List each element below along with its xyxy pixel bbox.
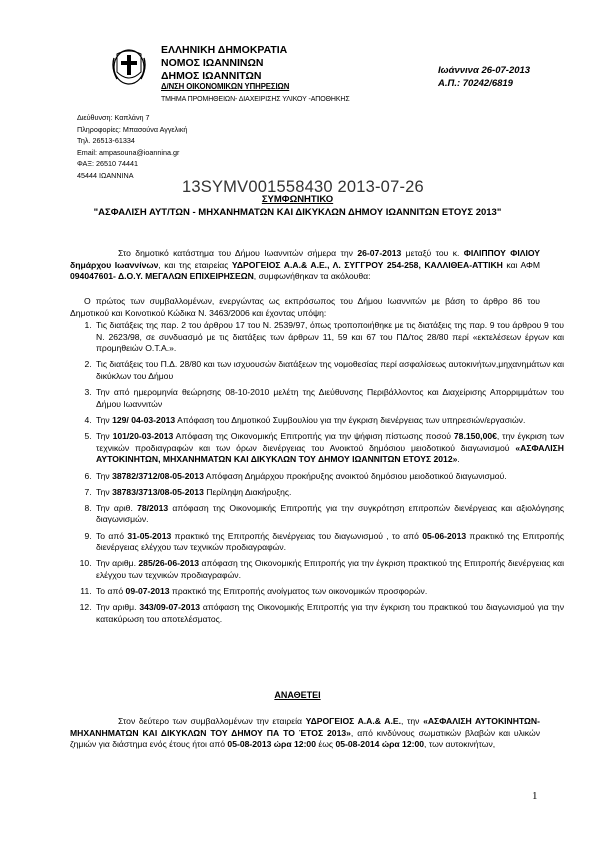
item-amount: 78.150,00€ <box>453 431 497 442</box>
item-text: Απόφαση της Οικονομικής Επιτροπής για την ψήφιση πίστωσης ποσού <box>173 431 454 442</box>
item-text: Απόφαση Δημάρχου προκήρυξης ανοικτού δημόσιου μειοδοτικού διαγωνισμού. <box>203 470 507 481</box>
list-item <box>94 586 564 598</box>
item-ref: 285/26-06-2013 <box>138 558 200 569</box>
list-item <box>94 431 564 466</box>
item-text: πρακτικό της Επιτροπής διενέργειας του διαγωνισμού , το από <box>171 530 423 541</box>
text-run: Στο δημοτικό κατάστημα του Δήμου Ιωαννιτών σήμερα την <box>118 248 358 258</box>
contact-info-person: Πληροφορίες: Μπασούνα Αγγελική <box>77 124 188 134</box>
header-line-3: ΔΗΜΟΣ ΙΩΑΝΝΙΤΩΝ <box>161 70 262 82</box>
item-text: Τις διατάξεις της παρ. 2 του άρθρου 17 του Ν. 2539/97, όπως τροποποιήθηκε με τις διατάξεις της παρ. 9 του άρθρου 9 του Ν. 2623/98, σε συνδυασμό με τις διατάξεις των άρθρων 11, 59 και 67 του ΠΔ/τος 28/80 περί «εκτελέσεων έργων και προμηθειών Ο.Τ.Α.». <box>96 320 564 354</box>
service-title: «ΑΣΦΑΛΙΣΗ ΑΥΤΟΚΙΝΗΤΩΝ- ΜΗΧΑΝΗΜΑΤΩΝ ΚΑΙ ΔΙΚΥΚΛΩΝ ΤΟΥ ΔΗΜΟΥ ΠΑ ΤΟ ΈΤΟΣ 2013» <box>70 716 540 738</box>
issuer-header <box>161 44 287 83</box>
text-run: και ΑΦΜ <box>502 259 540 270</box>
list-item <box>94 320 564 355</box>
text-run: , των αυτοκινήτων, <box>424 739 496 750</box>
considerations-list <box>70 320 564 630</box>
item-text: πρακτικό της Επιτροπής διενέργειας ελέγχου των τεχνικών προδιαγραφών. <box>96 530 565 553</box>
header-line-2: ΝΟΜΟΣ ΙΩΑΝΝΙΝΩΝ <box>161 57 264 69</box>
item-text: πρακτικό της Επιτροπής ανοίγματος των οικονομικών προσφορών. <box>169 586 428 597</box>
item-ref: 38782/3712/08-05-2013 <box>112 470 204 481</box>
contact-block <box>77 112 187 182</box>
list-item <box>94 602 564 625</box>
item-tender-title: «ΑΣΦΑΛΙΣΗ ΑΥΤΟΚΙΝΗΤΩΝ, ΜΗΧΑΝΗΜΑΤΩΝ ΚΑΙ ΔΙΚΥΚΛΩΝ ΤΟΥ ΔΗΜΟΥ ΙΩΑΝΝΙΤΩΝ ΕΤΟΥΣ 2012» <box>96 442 564 465</box>
contact-address: Διεύθυνση: Καπλάνη 7 <box>77 113 150 122</box>
item-text: Την αριθμ. <box>96 602 140 613</box>
item-text: απόφαση της Οικονομικής Επιτροπής για την συγκρότηση επιτροπών διενέργειας και αξιολόγησης διαγωνισμών. <box>96 502 565 525</box>
item-ref: 31-05-2013 <box>127 530 172 541</box>
item-text: απόφαση της Οικονομικής Επιτροπής για την έγκριση πρακτικού της Επιτροπής διενέργειας και ελέγχου των τεχνικών προδιαγραφών. <box>96 558 565 581</box>
text-run: μεταξύ του κ. <box>401 248 464 258</box>
list-item <box>94 503 564 526</box>
date-ref-block <box>438 64 530 90</box>
ada-code: 13SYMV001558430 2013-07-26 <box>182 178 424 196</box>
start-datetime: 05-08-2013 ώρα 12:00 <box>227 739 316 750</box>
item-text: απόφαση της Οικονομικής Επιτροπής για την έγκριση του πρακτικού του διαγωνισμού για την κατακύρωση του αποτελέσματος. <box>96 602 564 624</box>
mayor-name: ΦΙΛΙΠΠΟΥ ΦΙΛΙΟΥ δημάρχου Ιωαννίνων <box>70 248 541 270</box>
contract-date: 26-07-2013 <box>357 248 402 258</box>
unit-name: ΤΜΗΜΑ ΠΡΟΜΗΘΕΙΩΝ- ΔΙΑΧΕΙΡΙΣΗΣ ΥΛΙΚΟΥ -ΑΠΟΘΗΚΗΣ <box>161 96 350 103</box>
list-item <box>94 387 564 410</box>
item-text: Την <box>96 486 113 497</box>
contractor-name: ΥΔΡΟΓΕΙΟΣ Α.Α.& Α.Ε. <box>305 716 401 726</box>
item-ref: 05-06-2013 <box>422 530 467 541</box>
item-text: Την από ημερομηνία θεώρησης 08-10-2010 μελέτη της Διεύθυνσης Περιβάλλοντος και Διαχείρισης Απορριμμάτων του Δήμου Ιωαννιτών <box>96 387 564 409</box>
contact-postcode: 45444 ΙΩΑΝΝΙΝΑ <box>77 170 134 180</box>
list-item <box>94 558 564 581</box>
assignment-paragraph <box>70 716 540 751</box>
item-text: Την <box>96 414 113 425</box>
document-date: Ιωάννινα 26-07-2013 <box>438 65 531 76</box>
item-text: Τις διατάξεις του Π.Δ. 28/80 και των ισχυουσών διατάξεων της νομοθεσίας περί ασφαλίσεως αυτοκινήτων,μηχανημάτων και δικύκλων του Δήμου <box>96 359 564 381</box>
item-text: Απόφαση του Δημοτικού Συμβουλίου για την έγκριση διενέργειας των υπηρεσιών/εργασιών. <box>175 414 526 425</box>
contact-phone: Τηλ. 26513-61334 <box>77 136 135 146</box>
considerations-paragraph: Ο πρώτος των συμβαλλομένων, ενεργώντας ως εκπρόσωπος του Δήμου Ιωαννιτών με βάση το άρθρο 86 του Δημοτικού και Κοινοτικού Κώδικα Ν. 3463/2006 και έχοντας υπόψη: <box>70 296 540 318</box>
end-datetime: 05-08-2014 ώρα 12:00 <box>335 739 425 750</box>
text-run: έως <box>316 739 336 750</box>
item-text: Το από <box>96 530 128 541</box>
list-item <box>94 471 564 483</box>
protocol-number: Α.Π.: 70242/6819 <box>438 78 513 89</box>
item-ref: 78/2013 <box>137 502 169 513</box>
item-text: , την έγκριση των τεχνικών προδιαγραφών και των όρων διενέργειας του Ανοικτού δημόσιου μειοδοτικού διαγωνισμού <box>96 431 564 453</box>
item-text: . <box>457 454 460 465</box>
item-text: Την αριθμ. <box>96 558 139 569</box>
list-item <box>94 531 564 554</box>
item-text: Το από <box>96 586 126 597</box>
header-line-1: ΕΛΛΗΝΙΚΗ ΔΗΜΟΚΡΑΤΙΑ <box>161 44 288 56</box>
list-item <box>94 415 564 427</box>
greek-emblem-icon <box>109 46 149 86</box>
text-run: , συμφωνήθηκαν τα ακόλουθα: <box>253 271 371 282</box>
contact-fax: ΦΑΞ: 26510 74441 <box>77 159 138 169</box>
text-run: Στον δεύτερο των συμβαλλομένων την εταιρεία <box>118 716 306 726</box>
contractor-name: ΥΔΡΟΓΕΙΟΣ Α.Α.& Α.Ε., Λ. ΣΥΓΓΡΟΥ 254-258, ΚΑΛΛΙΘΕΑ-ΑΤΤΙΚΗ <box>231 259 503 270</box>
department-name: Δ/ΝΣΗ ΟΙΚΟΝΟΜΙΚΩΝ ΥΠΗΡΕΣΙΩΝ <box>161 82 290 91</box>
item-ref: 101/20-03-2013 <box>112 431 174 442</box>
document-title: ΣΥΜΦΩΝΗΤΙΚΟ <box>261 194 334 205</box>
list-item <box>94 359 564 382</box>
item-ref: 38783/3713/08-05-2013 <box>112 486 204 497</box>
intro-paragraph <box>70 248 540 283</box>
assign-heading: ΑΝΑΘΕΤΕΙ <box>274 690 321 700</box>
contractor-tax-id: 094047601- Δ.Ο.Υ. ΜΕΓΑΛΩΝ ΕΠΙΧΕΙΡΗΣΕΩΝ <box>70 271 254 282</box>
text-run: , και της εταιρείας <box>158 259 232 270</box>
item-text: Περίληψη Διακήρυξης. <box>203 486 292 497</box>
item-text: Την <box>96 431 113 442</box>
document-subtitle: "ΑΣΦΑΛΙΣΗ ΑΥΤ/ΤΩΝ - ΜΗΧΑΝΗΜΑΤΩΝ ΚΑΙ ΔΙΚΥΚΛΩΝ ΔΗΜΟΥ ΙΩΑΝΝΙΤΩΝ ΕΤΟΥΣ 2013" <box>93 207 502 218</box>
item-text: Την αριθ. <box>96 502 138 513</box>
page-number: 1 <box>532 790 538 802</box>
text-run: , από κινδύνους σωματικών βλαβών και υλικών ζημιών για διάστημα ενός έτους ήτοι από <box>70 727 540 750</box>
item-ref: 343/09-07-2013 <box>139 602 201 613</box>
item-ref: 129/ 04-03-2013 <box>112 414 176 425</box>
item-ref: 09-07-2013 <box>125 586 170 597</box>
contact-email: Email: ampasouna@ioannina.gr <box>77 147 180 157</box>
item-text: Την <box>96 470 113 481</box>
list-item <box>94 487 564 499</box>
text-run: , την <box>400 716 424 726</box>
